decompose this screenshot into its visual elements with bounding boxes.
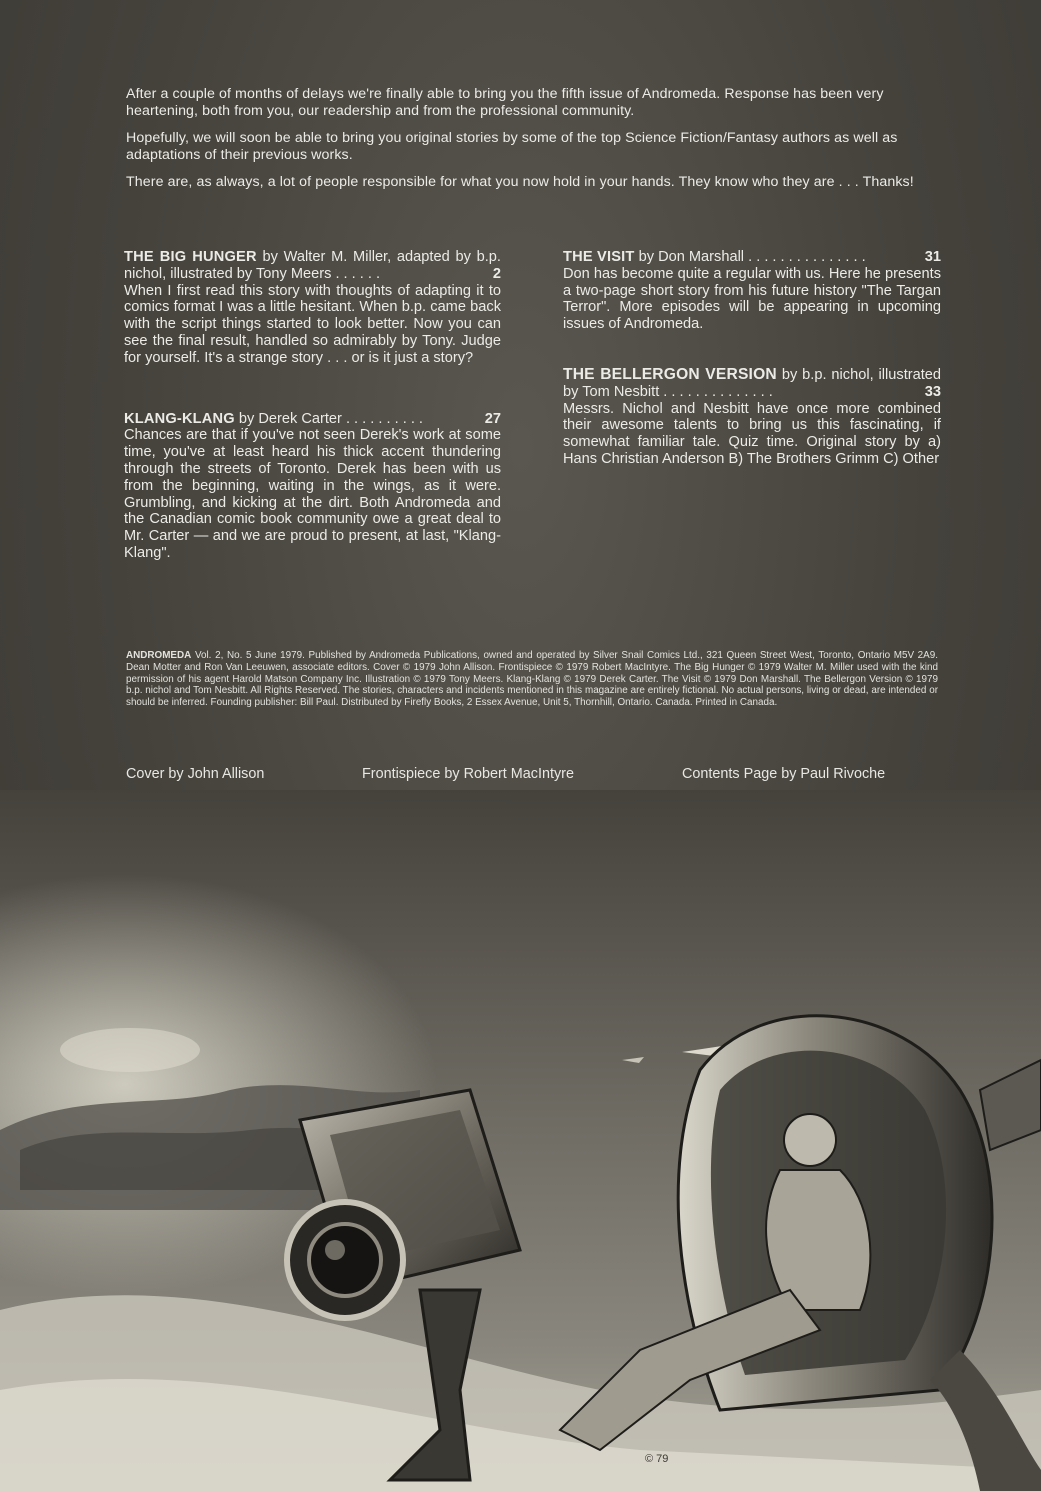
contents-entry-klang-klang	[124, 411, 501, 562]
intro-paragraph-1: After a couple of months of delays we're finally able to bring you the fifth issue of Andromeda. Response has been very heartening, both from you, our readership and from the professional community.	[126, 86, 884, 119]
credits-text: Vol. 2, No. 5 June 1979. Published by Andromeda Publications, owned and operated by Silver Snail Comics Ltd., 321 Queen Street West, Toronto, Ontario M5V 2A9. Dean Motter and Ron Van Leeuwen, associate editors. Cover © 1979 John Allison. Frontispiece © 1979 Robert MacIntyre. The Big Hunger © 1979 Walter M. Miller used with the kind permission of his agent Harold Matson Company Inc. Illustration © 1979 Tony Meers. Klang-Klang © 1979 Derek Carter. The Visit © 1979 Don Marshall. The Bellergon Version © 1979 b.p. nichol and Tom Nesbitt. All Rights Reserved. The stories, characters and incidents mentioned in this magazine are entirely fictional. No actual persons, living or dead, are intended or should be inferred. Founding publisher: Bill Paul. Distributed by Firefly Books, 2 Essex Avenue, Unit 5, Thornhill, Ontario. Canada. Printed in Canada.	[126, 650, 938, 709]
entry-description: When I first read this story with thoughts of adapting it to comics format I was a little hesitant. When b.p. came back with the script things started to look better. Now you can see the final result, handled so admirably by Tony. Judge for yourself. It's a strange story . . . or is it just a story?	[124, 282, 501, 366]
entry-byline: by Derek Carter . . . . . . . . . .	[238, 410, 423, 427]
entry-byline: by b.p. nichol, illustrated by Tom Nesbitt . . . . . . . . . . . . . .	[563, 366, 942, 400]
entry-description: Don has become quite a regular with us. Here he presents a two-page short story from his future history "The Targan Terror". More episodes will be appearing in upcoming issues of Andromeda.	[563, 265, 941, 333]
entry-byline: by Walter M. Miller, adapted by b.p. nichol, illustrated by Tony Meers . . . . . .	[124, 249, 501, 282]
contents-entry-visit	[563, 249, 941, 333]
cover-credit: Cover by John Allison	[126, 766, 265, 782]
entry-description: Chances are that if you've not seen Derek's work at some time, you've at least heard his thick accent thundering through the streets of Toronto. Derek has been with us from the beginning, waiting in the wings, as it were. Grumbling, and kicking at the dirt. Both Andromeda and the Canadian comic book community owe a great deal to Mr. Carter — and we are proud to present, at last, "Klang-Klang".	[124, 427, 501, 561]
entry-title: KLANG-KLANG	[124, 410, 235, 427]
contents-column-left	[124, 249, 501, 606]
entry-page-number: 33	[924, 383, 941, 400]
entry-title: THE VISIT	[563, 249, 635, 265]
entry-title: THE BIG HUNGER	[124, 249, 257, 265]
space-pilot-illustration	[0, 790, 1041, 1491]
editorial-intro	[126, 86, 942, 201]
entry-byline: by Don Marshall . . . . . . . . . . . . . . .	[638, 249, 866, 265]
entry-page-number: 31	[924, 249, 941, 265]
publication-credits	[126, 650, 938, 709]
artist-signature: © 79	[645, 1453, 669, 1465]
entry-description: Messrs. Nichol and Nesbitt have once more combined their awesome talents to bring us this fascinating, if somewhat familiar tale. Quiz time. Original story by a) Hans Christian Anderson B) The Brothers Grimm C) Other	[563, 400, 941, 467]
frontispiece-credit: Frontispiece by Robert MacIntyre	[362, 766, 574, 782]
contents-entry-big-hunger	[124, 249, 501, 367]
entry-title: THE BELLERGON VERSION	[563, 365, 777, 383]
entry-page-number: 27	[484, 410, 501, 427]
contents-page-credit: Contents Page by Paul Rivoche	[682, 766, 886, 782]
contents-entry-bellergon	[563, 367, 941, 468]
magazine-name: ANDROMEDA	[126, 650, 192, 661]
entry-page-number: 2	[492, 265, 501, 282]
contents-column-right	[563, 249, 941, 512]
intro-paragraph-3: There are, as always, a lot of people responsible for what you now hold in your hands. They know who they are . . . Thanks!	[126, 174, 914, 190]
intro-paragraph-2: Hopefully, we will soon be able to bring you original stories by some of the top Science Fiction/Fantasy authors as well as adaptations of their previous works.	[126, 130, 898, 163]
